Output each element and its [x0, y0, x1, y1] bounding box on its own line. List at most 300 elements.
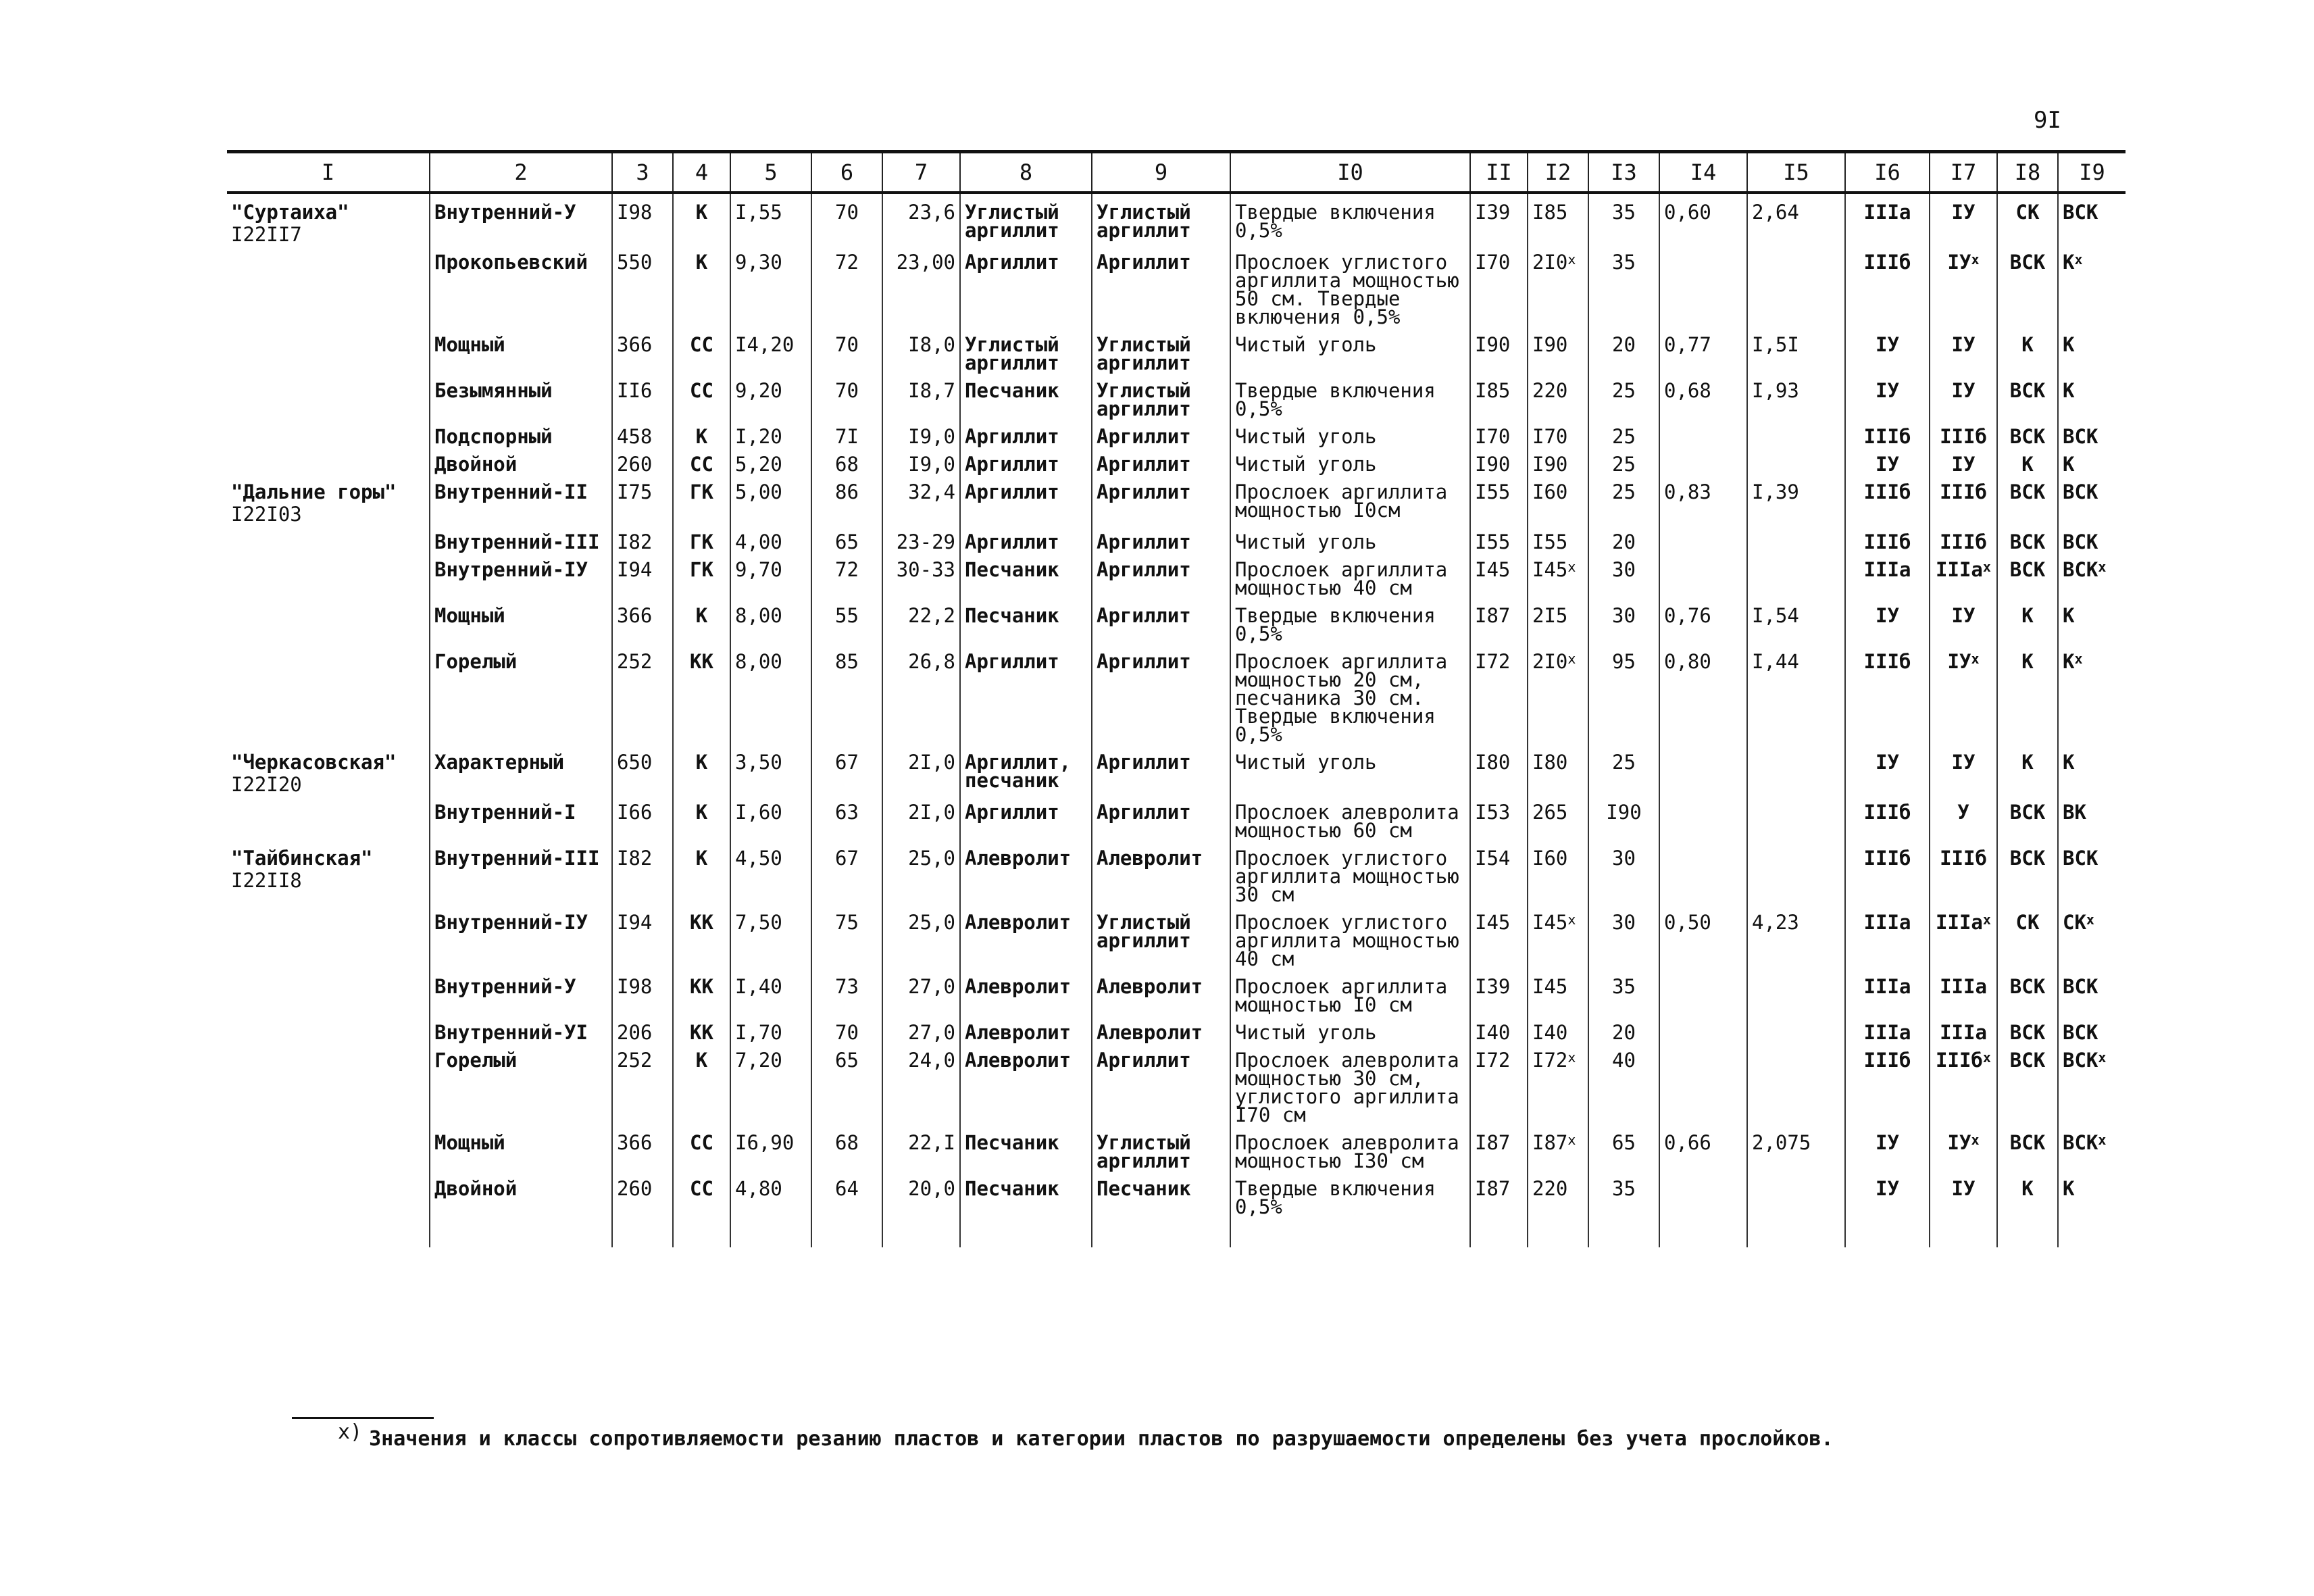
col-13-value: 30 [1612, 911, 1636, 934]
column-header-7: 7 [882, 152, 960, 193]
col-5-value: I,70 [735, 1021, 782, 1044]
col-5-value: 7,20 [735, 1049, 782, 1072]
col-11-value: I55 [1475, 530, 1511, 553]
col-4-value: КК [690, 650, 713, 673]
col-12 [1528, 524, 1588, 551]
seam-name [430, 418, 612, 446]
roof-rock [960, 1014, 1092, 1042]
col-16 [1845, 1170, 1930, 1247]
floor-rock-value: Аргиллит [1097, 1049, 1191, 1072]
col-15 [1747, 968, 1845, 1014]
col-19 [2058, 372, 2126, 418]
col-19-value: К [2063, 604, 2075, 627]
col-5-value: I,40 [735, 975, 782, 998]
col-3-value: I66 [617, 801, 653, 824]
roof-rock-value: Аргиллит [965, 480, 1059, 503]
col-4 [673, 244, 730, 326]
col-15 [1747, 597, 1845, 643]
col-15-value: 2,075 [1752, 1131, 1811, 1154]
col-4-value: К [695, 425, 708, 448]
col-6-value: 72 [835, 558, 859, 581]
col-13-value: 35 [1612, 1177, 1636, 1200]
mine-code: I22II7 [231, 223, 302, 246]
col-14 [1659, 1124, 1747, 1170]
col-15 [1747, 326, 1845, 372]
col-3-value: I98 [617, 201, 653, 224]
col-12-value: 2I0 [1532, 650, 1568, 673]
col-18-value: К [2021, 604, 2034, 627]
seam-name [430, 551, 612, 597]
floor-rock-value: Углистый аргиллит [1097, 333, 1191, 374]
col-6 [811, 326, 882, 372]
mine-cell [227, 904, 430, 968]
seam-name-value: Прокопьевский [434, 251, 588, 274]
col-16 [1845, 524, 1930, 551]
col-18 [1997, 326, 2058, 372]
col-17-footnote-mark: х [1971, 651, 1980, 667]
col-19-footnote-mark: х [2098, 1049, 2107, 1066]
floor-rock [1092, 1014, 1230, 1042]
col-17 [1930, 551, 1997, 597]
seam-name-value: Горелый [434, 1049, 518, 1072]
col-5-value: 4,50 [735, 847, 782, 870]
col-17-value: IУ [1951, 1177, 1976, 1200]
col-17-value: IIIб [1940, 480, 1987, 503]
col-12-footnote-mark: х [1567, 559, 1576, 575]
col-3-value: I94 [617, 558, 653, 581]
seam-structure [1230, 840, 1470, 904]
col-18-value: К [2021, 333, 2034, 356]
col-11 [1470, 372, 1528, 418]
col-13-value: 20 [1612, 333, 1636, 356]
table-row [227, 418, 2126, 446]
col-19 [2058, 524, 2126, 551]
col-4 [673, 643, 730, 744]
col-12-value: I60 [1532, 480, 1568, 503]
col-13-value: 40 [1612, 1049, 1636, 1072]
col-5 [730, 551, 811, 597]
col-18 [1997, 193, 2058, 244]
col-18-value: ВСК [2009, 480, 2046, 503]
table-row [227, 193, 2126, 244]
col-7-value: 20,0 [908, 1177, 955, 1200]
col-13-value: 35 [1612, 975, 1636, 998]
floor-rock-value: Аргиллит [1097, 453, 1191, 476]
column-header-15: I5 [1747, 152, 1845, 193]
seam-name [430, 372, 612, 418]
col-11-value: I70 [1475, 425, 1511, 448]
col-6 [811, 744, 882, 794]
col-4 [673, 1014, 730, 1042]
col-15 [1747, 643, 1845, 744]
col-15-value: 4,23 [1752, 911, 1799, 934]
mine-cell [227, 744, 430, 794]
col-11-value: I55 [1475, 480, 1511, 503]
col-18 [1997, 1014, 2058, 1042]
col-17 [1930, 474, 1997, 524]
mine-name: "Тайбинская" [231, 847, 373, 870]
seam-structure [1230, 372, 1470, 418]
roof-rock [960, 551, 1092, 597]
col-19 [2058, 794, 2126, 840]
roof-rock [960, 244, 1092, 326]
col-5-value: 3,50 [735, 751, 782, 774]
floor-rock [1092, 418, 1230, 446]
col-11-value: I90 [1475, 453, 1511, 476]
col-18-value: К [2021, 650, 2034, 673]
col-4-value: К [695, 801, 708, 824]
col-7-value: 22,2 [908, 604, 955, 627]
seam-structure-value: Прослоек алевролита мощностью 30 см, углистого аргиллита I70 см [1235, 1049, 1459, 1126]
col-17-footnote-mark: х [1982, 1049, 1991, 1066]
col-18 [1997, 1170, 2058, 1247]
col-7-value: 27,0 [908, 975, 955, 998]
seam-name [430, 744, 612, 794]
col-13 [1588, 418, 1659, 446]
col-7 [882, 551, 960, 597]
col-13-value: 25 [1612, 425, 1636, 448]
roof-rock [960, 968, 1092, 1014]
col-15-value: I,39 [1752, 480, 1799, 503]
seam-name-value: Подспорный [434, 425, 553, 448]
column-header-1: I [227, 152, 430, 193]
col-19 [2058, 326, 2126, 372]
col-18 [1997, 524, 2058, 551]
seam-structure-value: Прослоек углистого аргиллита мощностью 40 см [1235, 911, 1459, 970]
col-18-value: К [2021, 453, 2034, 476]
col-5 [730, 1014, 811, 1042]
roof-rock [960, 597, 1092, 643]
col-17 [1930, 1014, 1997, 1042]
seam-name-value: Внутренний-УI [434, 1021, 588, 1044]
col-12-value: 220 [1532, 1177, 1568, 1200]
col-19-value: К [2063, 251, 2075, 274]
col-18-value: ВСК [2009, 379, 2046, 402]
col-19-value: СК [2063, 911, 2086, 934]
col-3-value: 650 [617, 751, 653, 774]
col-7 [882, 1124, 960, 1170]
col-19 [2058, 597, 2126, 643]
col-19 [2058, 1014, 2126, 1042]
col-13 [1588, 968, 1659, 1014]
col-14 [1659, 1170, 1747, 1247]
col-13 [1588, 372, 1659, 418]
col-7-value: I9,0 [908, 453, 955, 476]
col-11-value: I72 [1475, 1049, 1511, 1072]
col-11 [1470, 524, 1528, 551]
col-16 [1845, 904, 1930, 968]
col-5 [730, 744, 811, 794]
col-15-value: I,54 [1752, 604, 1799, 627]
mine-cell [227, 418, 430, 446]
col-13 [1588, 794, 1659, 840]
col-14 [1659, 446, 1747, 474]
col-13-value: 20 [1612, 530, 1636, 553]
col-13-value: 25 [1612, 480, 1636, 503]
mine-cell [227, 193, 430, 244]
col-19 [2058, 193, 2126, 244]
col-18-value: К [2021, 751, 2034, 774]
col-3-value: 458 [617, 425, 653, 448]
floor-rock-value: Алевролит [1097, 1021, 1203, 1044]
col-17 [1930, 326, 1997, 372]
col-4-value: ГК [690, 480, 713, 503]
floor-rock [1092, 244, 1230, 326]
col-19-value: ВСК [2063, 1049, 2098, 1072]
col-13 [1588, 840, 1659, 904]
floor-rock-value: Аргиллит [1097, 251, 1191, 274]
roof-rock-value: Алевролит [965, 1049, 1072, 1072]
seam-structure [1230, 1124, 1470, 1170]
col-6-value: 70 [835, 201, 859, 224]
col-16 [1845, 744, 1930, 794]
col-3 [612, 326, 673, 372]
mine-name: "Суртаиха" [231, 201, 349, 224]
col-7 [882, 643, 960, 744]
col-15 [1747, 1170, 1845, 1247]
col-4 [673, 418, 730, 446]
mine-cell [227, 794, 430, 840]
mine-cell [227, 1042, 430, 1124]
col-5 [730, 446, 811, 474]
col-6-value: 65 [835, 1049, 859, 1072]
col-11-value: I85 [1475, 379, 1511, 402]
seam-name [430, 1042, 612, 1124]
col-12-value: 265 [1532, 801, 1568, 824]
col-5 [730, 474, 811, 524]
table-row [227, 794, 2126, 840]
seam-structure [1230, 1170, 1470, 1247]
col-13-value: 35 [1612, 251, 1636, 274]
col-16-value: IIIа [1863, 201, 1911, 224]
col-7-value: 23-29 [896, 530, 955, 553]
col-18-value: ВСК [2009, 251, 2046, 274]
col-11-value: I45 [1475, 911, 1511, 934]
col-16-value: IIIа [1863, 1021, 1911, 1044]
floor-rock-value: Углистый аргиллит [1097, 911, 1191, 952]
column-header-13: I3 [1588, 152, 1659, 193]
col-16-value: IУ [1876, 1177, 1899, 1200]
col-14-value: 0,66 [1664, 1131, 1711, 1154]
col-16 [1845, 1042, 1930, 1124]
col-18-value: СК [2015, 201, 2040, 224]
col-4 [673, 446, 730, 474]
col-3 [612, 372, 673, 418]
col-14 [1659, 372, 1747, 418]
mine-name: "Дальние горы" [231, 480, 397, 503]
col-19-footnote-mark: х [2074, 651, 2083, 667]
col-12 [1528, 1170, 1588, 1247]
col-15 [1747, 1014, 1845, 1042]
floor-rock-value: Аргиллит [1097, 801, 1191, 824]
col-5 [730, 840, 811, 904]
col-18 [1997, 244, 2058, 326]
roof-rock [960, 744, 1092, 794]
col-7-value: 25,0 [908, 911, 955, 934]
mine-cell [227, 372, 430, 418]
col-3 [612, 968, 673, 1014]
roof-rock [960, 326, 1092, 372]
table-header-row [227, 152, 2126, 193]
seam-name-value: Внутренний-I [434, 801, 576, 824]
col-5 [730, 326, 811, 372]
col-3 [612, 643, 673, 744]
col-3-value: I94 [617, 911, 653, 934]
col-7-value: 23,00 [896, 251, 955, 274]
col-18-value: ВСК [2009, 558, 2046, 581]
roof-rock-value: Углистый аргиллит [965, 333, 1059, 374]
col-6-value: 64 [835, 1177, 859, 1200]
col-4 [673, 1170, 730, 1247]
col-16-value: IУ [1876, 604, 1899, 627]
seam-structure [1230, 968, 1470, 1014]
col-11 [1470, 1124, 1528, 1170]
col-5-value: 9,70 [735, 558, 782, 581]
col-7 [882, 744, 960, 794]
col-4 [673, 524, 730, 551]
col-7 [882, 840, 960, 904]
table-row [227, 597, 2126, 643]
seam-structure-value: Чистый уголь [1235, 530, 1377, 553]
column-header-18: I8 [1997, 152, 2058, 193]
seam-name-value: Мощный [434, 604, 505, 627]
col-14 [1659, 794, 1747, 840]
col-12-value: 2I0 [1532, 251, 1568, 274]
floor-rock-value: Аргиллит [1097, 751, 1191, 774]
seam-structure-value: Чистый уголь [1235, 333, 1377, 356]
floor-rock [1092, 551, 1230, 597]
col-3-value: 252 [617, 650, 653, 673]
col-17-value: IУ [1951, 453, 1976, 476]
footnote-rule [292, 1417, 434, 1419]
table-row [227, 904, 2126, 968]
roof-rock-value: Алевролит [965, 975, 1072, 998]
col-5-value: I4,20 [735, 333, 795, 356]
mine-cell [227, 840, 430, 904]
col-4 [673, 794, 730, 840]
floor-rock-value: Аргиллит [1097, 558, 1191, 581]
col-11 [1470, 1014, 1528, 1042]
col-6 [811, 418, 882, 446]
floor-rock [1092, 1042, 1230, 1124]
col-12 [1528, 193, 1588, 244]
col-18 [1997, 597, 2058, 643]
col-3-value: 260 [617, 1177, 653, 1200]
col-13-value: 25 [1612, 379, 1636, 402]
col-12-value: I55 [1532, 530, 1568, 553]
col-16 [1845, 643, 1930, 744]
col-18 [1997, 1042, 2058, 1124]
col-6-value: 75 [835, 911, 859, 934]
col-7 [882, 597, 960, 643]
col-7-value: 25,0 [908, 847, 955, 870]
seam-structure-value: Прослоек аргиллита мощностью I0 см [1235, 975, 1448, 1016]
col-11 [1470, 840, 1528, 904]
col-5-value: 8,00 [735, 650, 782, 673]
col-15 [1747, 904, 1845, 968]
col-13 [1588, 904, 1659, 968]
seam-name [430, 474, 612, 524]
col-5-value: 5,00 [735, 480, 782, 503]
col-19-value: ВСК [2063, 975, 2098, 998]
col-12-value: I40 [1532, 1021, 1568, 1044]
col-4-value: СС [690, 1131, 713, 1154]
col-17 [1930, 193, 1997, 244]
table-row [227, 244, 2126, 326]
col-19-value: К [2063, 379, 2075, 402]
col-13 [1588, 524, 1659, 551]
col-11-value: I90 [1475, 333, 1511, 356]
col-16-value: IIIб [1863, 1049, 1911, 1072]
col-3-value: 550 [617, 251, 653, 274]
seam-structure [1230, 418, 1470, 446]
col-18 [1997, 372, 2058, 418]
col-14 [1659, 1014, 1747, 1042]
col-19-value: К [2063, 453, 2075, 476]
col-5-value: 4,00 [735, 530, 782, 553]
seam-name [430, 326, 612, 372]
col-13 [1588, 193, 1659, 244]
seam-name-value: Горелый [434, 650, 518, 673]
seam-structure-value: Чистый уголь [1235, 1021, 1377, 1044]
col-3 [612, 418, 673, 446]
seam-structure [1230, 446, 1470, 474]
roof-rock-value: Аргиллит [965, 530, 1059, 553]
col-14 [1659, 244, 1747, 326]
col-17-value: IУ [1947, 1131, 1971, 1154]
col-4-value: СС [690, 379, 713, 402]
table-row [227, 524, 2126, 551]
floor-rock-value: Аргиллит [1097, 650, 1191, 673]
col-7-value: 2I,0 [908, 801, 955, 824]
col-19-value: ВСК [2063, 480, 2098, 503]
col-18-value: К [2021, 1177, 2034, 1200]
col-19 [2058, 968, 2126, 1014]
roof-rock [960, 1042, 1092, 1124]
roof-rock [960, 418, 1092, 446]
seam-structure-value: Прослоек углистого аргиллита мощностью 30 см [1235, 847, 1459, 906]
mine-code: I22I03 [231, 503, 302, 526]
mine-cell [227, 1170, 430, 1247]
col-17-value: IУ [1947, 251, 1971, 274]
seam-structure-value: Прослоек углистого аргиллита мощностью 50 см. Твердые включения 0,5% [1235, 251, 1459, 328]
col-16-value: IУ [1876, 379, 1899, 402]
roof-rock-value: Песчаник [965, 1177, 1059, 1200]
roof-rock-value: Углистый аргиллит [965, 201, 1059, 242]
roof-rock [960, 193, 1092, 244]
col-15 [1747, 840, 1845, 904]
col-12-value: I87 [1532, 1131, 1568, 1154]
col-7 [882, 446, 960, 474]
col-11 [1470, 643, 1528, 744]
seam-name-value: Двойной [434, 1177, 518, 1200]
footnote-text: Значения и классы сопротивляемости резанию пластов и категории пластов по разрушаемости определены без учета прослойков. [369, 1427, 1834, 1451]
col-14-value: 0,50 [1664, 911, 1711, 934]
col-16 [1845, 794, 1930, 840]
seam-name-value: Внутренний-IУ [434, 911, 588, 934]
col-16 [1845, 1124, 1930, 1170]
col-15 [1747, 446, 1845, 474]
seam-name-value: Мощный [434, 1131, 505, 1154]
col-6-value: 55 [835, 604, 859, 627]
col-6 [811, 524, 882, 551]
col-11-value: I87 [1475, 604, 1511, 627]
col-14-value: 0,77 [1664, 333, 1711, 356]
col-14 [1659, 904, 1747, 968]
col-5-value: 8,00 [735, 604, 782, 627]
col-4 [673, 372, 730, 418]
col-15 [1747, 193, 1845, 244]
